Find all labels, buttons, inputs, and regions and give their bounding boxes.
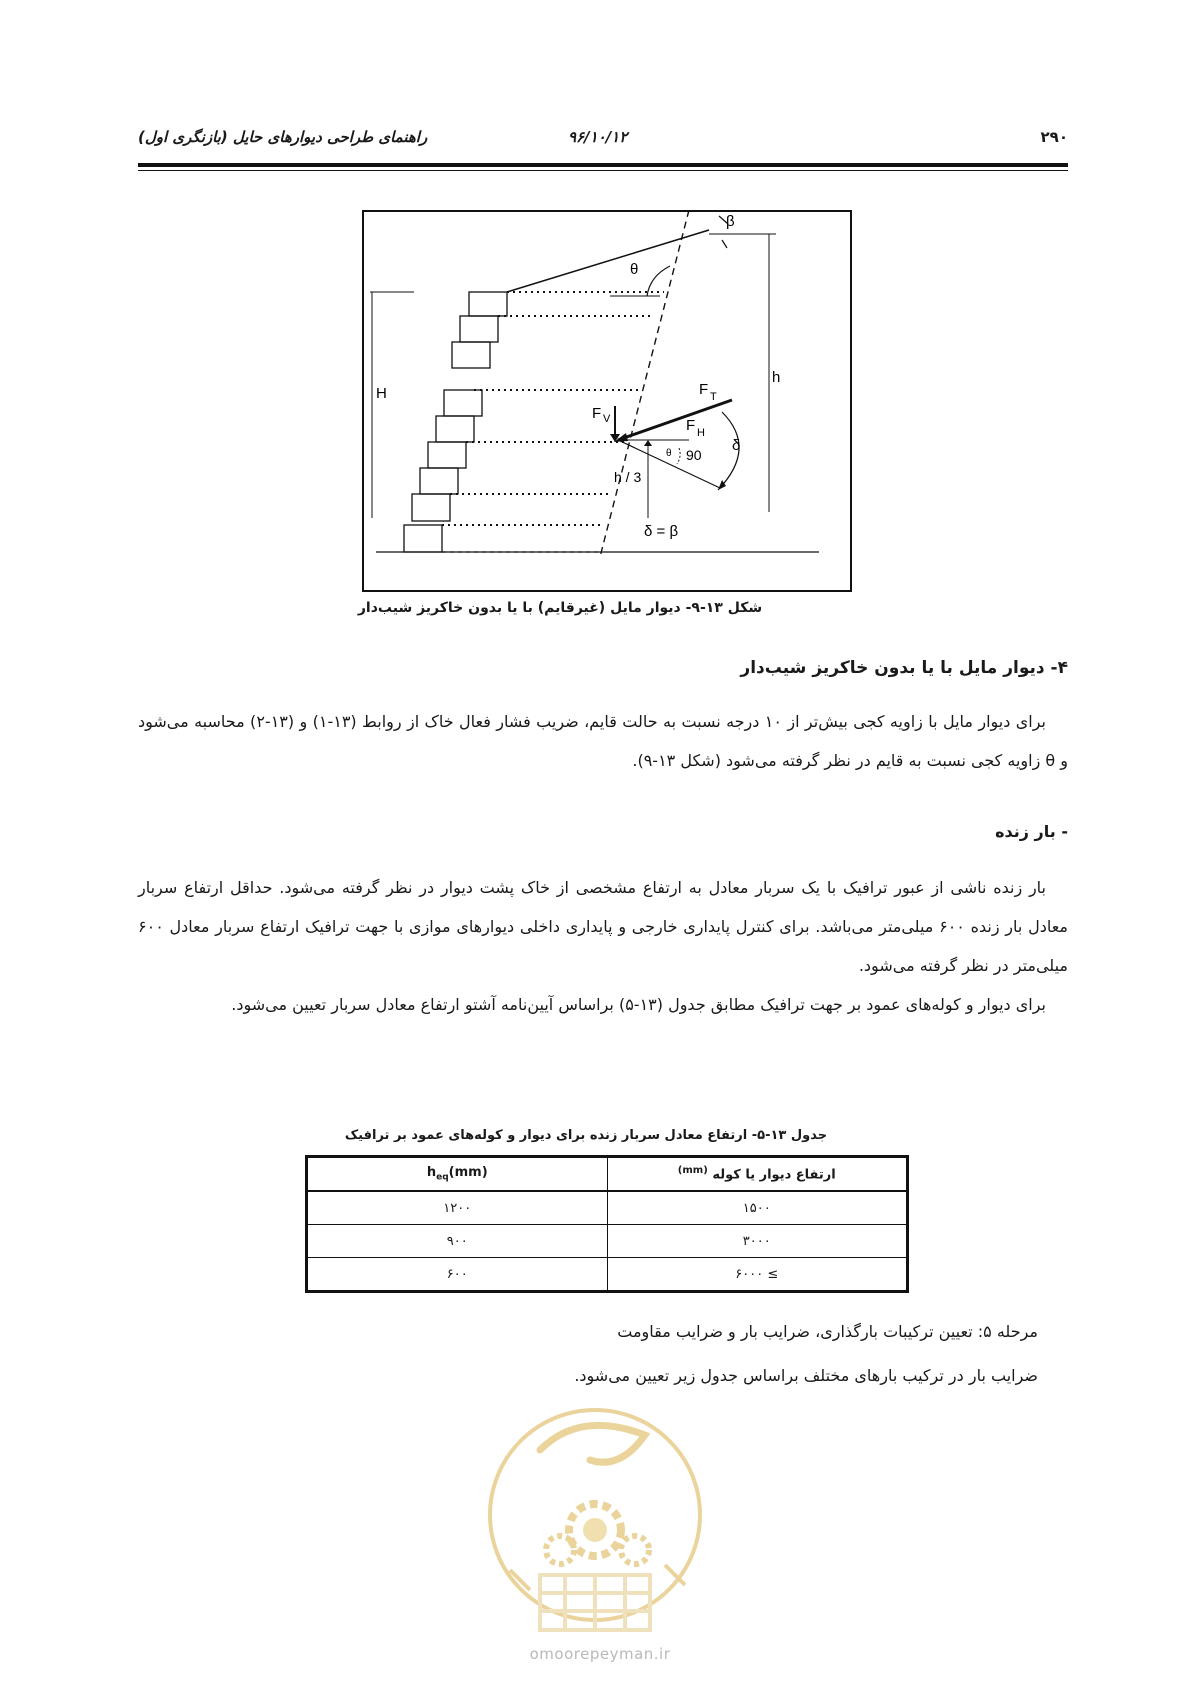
col-heq-header: $h_{eq}(mm)$ (307, 1157, 608, 1192)
page-header (138, 124, 1068, 154)
step-5-body: ضرایب بار در ترکیب بارهای مختلف براساس جدول زیر تعیین می‌شود. (574, 1366, 1038, 1385)
svg-text:θ: θ (666, 448, 672, 459)
figure-inclined-wall (362, 210, 852, 592)
running-title: راهنمای طراحی دیوارهای حایل (بازنگری اول) (138, 128, 428, 146)
svg-text:F: F (686, 417, 696, 434)
header-rule-thick (138, 163, 1068, 167)
header-date: ۹۶/۱۰/۱۲ (568, 128, 628, 146)
reinforcement-lines (442, 292, 664, 525)
backfill-slope (507, 230, 709, 292)
col-height-header: ارتفاع دیوار یا کوله $^{(mm)}$ (607, 1157, 908, 1192)
figure-caption: شکل ۱۳-۹- دیوار مایل (غیرقایم) با یا بدون خاکریز شیب‌دار (357, 600, 763, 616)
section-paragraph: برای دیوار مایل با زاویه کجی بیش‌تر از ۱۰ درجه نسبت به حالت قایم، ضریب فشار فعال خاک از روابط (۱۳-۱) و (۱۳-۲) محاسبه می‌شود و θ زاویه کجی نسبت به قایم در نظر گرفته می‌شود (شکل ۱۳-۹). (138, 712, 1068, 770)
step-5-heading: مرحله ۵: تعیین ترکیبات بارگذاری، ضرایب بار و ضرایب مقاومت (617, 1322, 1038, 1341)
label-theta: θ (630, 261, 639, 278)
live-load-paragraph-1: بار زنده ناشی از عبور ترافیک با یک سربار معادل به ارتفاع مشخصی از خاک پشت دیوار در نظر گرفته می‌شود. حداقل ارتفاع سربار معادل بار زنده ۶۰۰ میلی‌متر می‌باشد. برای کنترل پایداری خارجی و پایداری داخلی دیوارهای موازی با جهت ترافیک ارتفاع سربار معادل ۶۰۰ میلی‌متر در نظر گرفته می‌شود. (138, 878, 1069, 975)
section-heading: ۴- دیوار مایل با یا بدون خاکریز شیب‌دار (740, 658, 1068, 678)
svg-text:h / 3: h / 3 (614, 469, 642, 485)
svg-text:F: F (699, 381, 709, 398)
svg-text:90: 90 (686, 447, 702, 463)
watermark-url: omoorepeyman.ir (529, 1645, 671, 1663)
label-delta: δ (732, 437, 741, 454)
step-5-text (238, 1310, 1038, 1398)
label-beta: β (726, 213, 735, 230)
live-load-text (138, 868, 1068, 1024)
label-delta-eq-beta: δ = β (644, 523, 679, 540)
svg-text:F: F (592, 405, 602, 422)
table-caption: جدول ۱۳-۵- ارتفاع معادل سربار زنده برای دیوار و کوله‌های عمود بر ترافیک (344, 1128, 828, 1143)
header-rule-thin (138, 170, 1068, 171)
live-load-paragraph-2: برای دیوار و کوله‌های عمود بر جهت ترافیک مطابق جدول (۱۳-۵) براساس آیین‌نامه آشتو ارتفاع معادل سربار تعیین می‌شود. (231, 995, 1046, 1014)
wall-diagram (364, 212, 850, 590)
watermark-seal (470, 1390, 720, 1660)
label-h: h (772, 369, 781, 386)
label-H: H (376, 385, 387, 402)
subheading-live-load: - بار زنده (995, 822, 1068, 841)
svg-text:T: T (710, 391, 717, 403)
failure-plane (600, 212, 689, 557)
svg-text:V: V (603, 413, 611, 425)
page-number: ۲۹۰ (1040, 128, 1068, 146)
surcharge-table (305, 1155, 909, 1293)
table-row: ۱۲۰۰ ۱۵۰۰ (307, 1191, 908, 1225)
table-row: ۶۰۰ ≥ ۶۰۰۰ (307, 1258, 908, 1292)
svg-text:H: H (697, 427, 705, 439)
table-header-row (307, 1157, 908, 1192)
wall-blocks (404, 292, 507, 552)
table-row: ۹۰۰ ۳۰۰۰ (307, 1225, 908, 1258)
